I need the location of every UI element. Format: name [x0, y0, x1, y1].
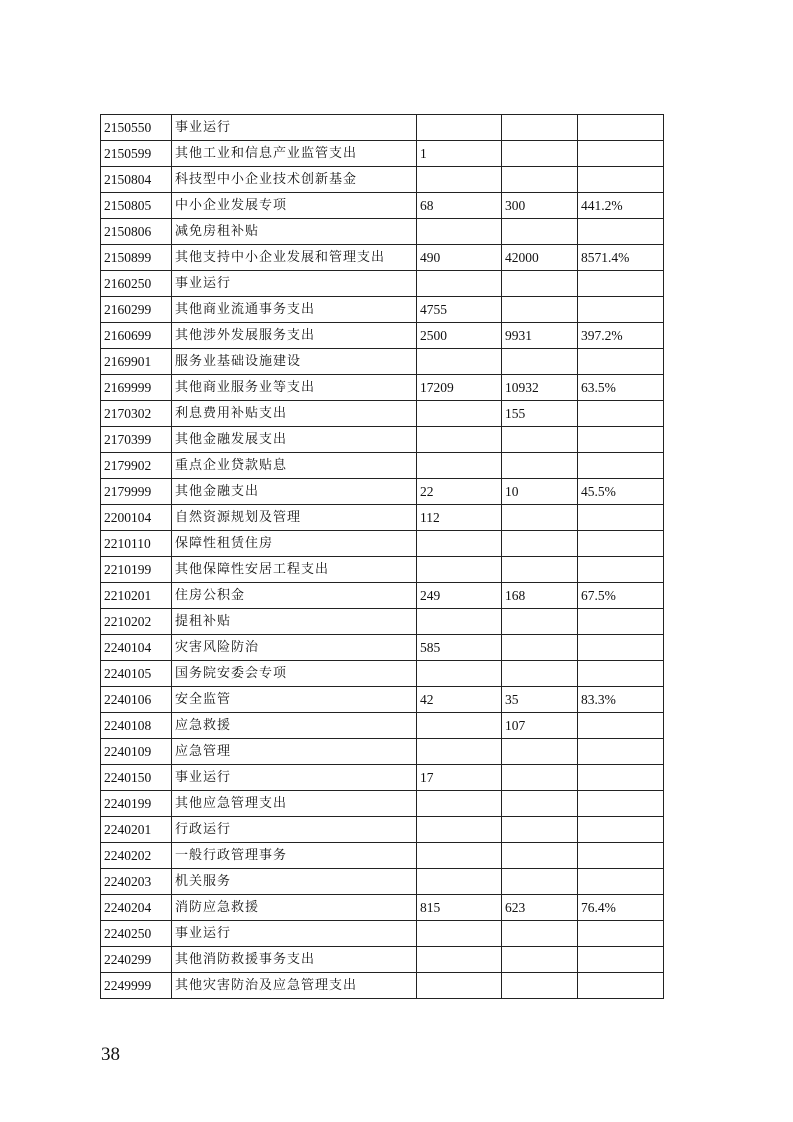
cell-item-name: 住房公积金 [172, 583, 417, 609]
cell-code: 2150599 [101, 141, 172, 167]
cell-percent [578, 505, 664, 531]
cell-value-1 [417, 115, 502, 141]
cell-percent [578, 427, 664, 453]
cell-code: 2150899 [101, 245, 172, 271]
cell-item-name: 国务院安委会专项 [172, 661, 417, 687]
cell-percent: 63.5% [578, 375, 664, 401]
cell-value-2: 9931 [502, 323, 578, 349]
cell-item-name: 减免房租补贴 [172, 219, 417, 245]
cell-percent [578, 817, 664, 843]
cell-item-name: 科技型中小企业技术创新基金 [172, 167, 417, 193]
cell-percent [578, 973, 664, 999]
cell-code: 2160250 [101, 271, 172, 297]
table-row [101, 739, 664, 765]
cell-value-1 [417, 947, 502, 973]
cell-value-2 [502, 557, 578, 583]
table-row [101, 271, 664, 297]
cell-value-2 [502, 843, 578, 869]
table-row [101, 687, 664, 713]
cell-code: 2240106 [101, 687, 172, 713]
cell-value-1 [417, 557, 502, 583]
cell-percent [578, 557, 664, 583]
cell-item-name: 事业运行 [172, 921, 417, 947]
table-row [101, 947, 664, 973]
cell-percent [578, 661, 664, 687]
table-row [101, 817, 664, 843]
table-row [101, 635, 664, 661]
table-row [101, 167, 664, 193]
cell-value-2 [502, 297, 578, 323]
cell-percent: 8571.4% [578, 245, 664, 271]
cell-item-name: 其他消防救援事务支出 [172, 947, 417, 973]
cell-item-name: 其他金融发展支出 [172, 427, 417, 453]
cell-code: 2240250 [101, 921, 172, 947]
table-row [101, 219, 664, 245]
table-row [101, 895, 664, 921]
cell-item-name: 其他商业流通事务支出 [172, 297, 417, 323]
table-row [101, 115, 664, 141]
table-row [101, 193, 664, 219]
cell-code: 2150804 [101, 167, 172, 193]
cell-percent [578, 349, 664, 375]
cell-code: 2240202 [101, 843, 172, 869]
cell-code: 2169901 [101, 349, 172, 375]
cell-value-1: 68 [417, 193, 502, 219]
cell-code: 2240299 [101, 947, 172, 973]
cell-value-1 [417, 401, 502, 427]
cell-value-1 [417, 531, 502, 557]
table-row [101, 661, 664, 687]
cell-percent [578, 713, 664, 739]
table-row [101, 973, 664, 999]
table-row [101, 323, 664, 349]
cell-value-2 [502, 765, 578, 791]
table-row [101, 843, 664, 869]
cell-value-2: 155 [502, 401, 578, 427]
cell-percent [578, 765, 664, 791]
cell-item-name: 其他金融支出 [172, 479, 417, 505]
cell-value-1 [417, 453, 502, 479]
cell-value-1: 1 [417, 141, 502, 167]
cell-item-name: 重点企业贷款贴息 [172, 453, 417, 479]
table-row [101, 349, 664, 375]
cell-value-2 [502, 427, 578, 453]
cell-percent [578, 791, 664, 817]
cell-value-1: 249 [417, 583, 502, 609]
cell-value-2 [502, 141, 578, 167]
cell-code: 2240199 [101, 791, 172, 817]
table-row [101, 609, 664, 635]
cell-code: 2210199 [101, 557, 172, 583]
cell-value-2: 10932 [502, 375, 578, 401]
cell-code: 2200104 [101, 505, 172, 531]
cell-value-1: 17209 [417, 375, 502, 401]
cell-value-2: 35 [502, 687, 578, 713]
cell-value-1: 585 [417, 635, 502, 661]
cell-value-2 [502, 349, 578, 375]
cell-item-name: 应急管理 [172, 739, 417, 765]
cell-value-2 [502, 635, 578, 661]
cell-item-name: 应急救援 [172, 713, 417, 739]
cell-item-name: 服务业基础设施建设 [172, 349, 417, 375]
cell-value-1 [417, 609, 502, 635]
cell-value-2: 168 [502, 583, 578, 609]
cell-item-name: 安全监管 [172, 687, 417, 713]
table-row [101, 557, 664, 583]
cell-code: 2179902 [101, 453, 172, 479]
cell-item-name: 利息费用补贴支出 [172, 401, 417, 427]
cell-percent [578, 297, 664, 323]
cell-value-1 [417, 739, 502, 765]
cell-percent: 441.2% [578, 193, 664, 219]
cell-value-1: 17 [417, 765, 502, 791]
cell-item-name: 其他商业服务业等支出 [172, 375, 417, 401]
cell-code: 2249999 [101, 973, 172, 999]
cell-code: 2240204 [101, 895, 172, 921]
cell-item-name: 一般行政管理事务 [172, 843, 417, 869]
table-row [101, 427, 664, 453]
cell-code: 2240108 [101, 713, 172, 739]
cell-code: 2169999 [101, 375, 172, 401]
cell-value-2 [502, 661, 578, 687]
cell-value-1: 2500 [417, 323, 502, 349]
cell-code: 2179999 [101, 479, 172, 505]
cell-value-2 [502, 973, 578, 999]
cell-percent [578, 921, 664, 947]
cell-value-2 [502, 115, 578, 141]
table-row [101, 245, 664, 271]
table-body [101, 115, 664, 999]
table-row [101, 375, 664, 401]
budget-table [100, 114, 664, 999]
cell-code: 2170399 [101, 427, 172, 453]
cell-code: 2160299 [101, 297, 172, 323]
cell-item-name: 事业运行 [172, 271, 417, 297]
cell-item-name: 其他灾害防治及应急管理支出 [172, 973, 417, 999]
cell-percent [578, 401, 664, 427]
cell-percent [578, 115, 664, 141]
table-row [101, 583, 664, 609]
cell-value-2 [502, 921, 578, 947]
cell-value-1: 4755 [417, 297, 502, 323]
cell-code: 2210201 [101, 583, 172, 609]
cell-code: 2150550 [101, 115, 172, 141]
cell-value-1: 815 [417, 895, 502, 921]
cell-value-1: 22 [417, 479, 502, 505]
cell-item-name: 保障性租赁住房 [172, 531, 417, 557]
cell-value-2: 42000 [502, 245, 578, 271]
cell-code: 2240105 [101, 661, 172, 687]
table-row [101, 713, 664, 739]
table-row [101, 453, 664, 479]
cell-percent: 83.3% [578, 687, 664, 713]
table-row [101, 869, 664, 895]
cell-value-1 [417, 869, 502, 895]
cell-value-2 [502, 791, 578, 817]
cell-percent [578, 739, 664, 765]
cell-value-2 [502, 531, 578, 557]
table-row [101, 505, 664, 531]
cell-percent [578, 141, 664, 167]
cell-percent: 397.2% [578, 323, 664, 349]
cell-item-name: 自然资源规划及管理 [172, 505, 417, 531]
cell-value-1 [417, 219, 502, 245]
cell-value-1: 42 [417, 687, 502, 713]
cell-percent [578, 947, 664, 973]
cell-value-2: 10 [502, 479, 578, 505]
cell-code: 2240104 [101, 635, 172, 661]
cell-value-2: 300 [502, 193, 578, 219]
cell-value-2: 107 [502, 713, 578, 739]
cell-code: 2240150 [101, 765, 172, 791]
cell-value-1 [417, 661, 502, 687]
cell-percent [578, 219, 664, 245]
table-row [101, 141, 664, 167]
cell-value-1 [417, 973, 502, 999]
cell-percent [578, 271, 664, 297]
cell-item-name: 其他保障性安居工程支出 [172, 557, 417, 583]
cell-percent: 76.4% [578, 895, 664, 921]
table-row [101, 531, 664, 557]
cell-value-2 [502, 947, 578, 973]
cell-percent [578, 635, 664, 661]
cell-value-2 [502, 271, 578, 297]
cell-percent [578, 843, 664, 869]
table-row [101, 791, 664, 817]
cell-code: 2210110 [101, 531, 172, 557]
cell-value-1 [417, 167, 502, 193]
cell-value-1: 490 [417, 245, 502, 271]
cell-value-1 [417, 713, 502, 739]
cell-item-name: 提租补贴 [172, 609, 417, 635]
cell-code: 2170302 [101, 401, 172, 427]
cell-value-1: 112 [417, 505, 502, 531]
cell-value-1 [417, 271, 502, 297]
cell-value-1 [417, 817, 502, 843]
cell-item-name: 事业运行 [172, 115, 417, 141]
cell-item-name: 灾害风险防治 [172, 635, 417, 661]
table-row [101, 297, 664, 323]
cell-item-name: 其他涉外发展服务支出 [172, 323, 417, 349]
cell-item-name: 其他应急管理支出 [172, 791, 417, 817]
cell-code: 2150806 [101, 219, 172, 245]
cell-item-name: 其他工业和信息产业监管支出 [172, 141, 417, 167]
cell-percent [578, 531, 664, 557]
cell-value-2 [502, 167, 578, 193]
cell-value-2 [502, 453, 578, 479]
cell-value-2 [502, 219, 578, 245]
cell-value-1 [417, 791, 502, 817]
cell-value-2 [502, 609, 578, 635]
cell-code: 2240201 [101, 817, 172, 843]
table-row [101, 921, 664, 947]
table-row [101, 401, 664, 427]
cell-value-1 [417, 349, 502, 375]
table-row [101, 479, 664, 505]
cell-value-2 [502, 505, 578, 531]
cell-code: 2240109 [101, 739, 172, 765]
cell-item-name: 其他支持中小企业发展和管理支出 [172, 245, 417, 271]
cell-code: 2240203 [101, 869, 172, 895]
cell-value-2: 623 [502, 895, 578, 921]
table-row [101, 765, 664, 791]
cell-percent: 67.5% [578, 583, 664, 609]
cell-percent: 45.5% [578, 479, 664, 505]
cell-value-2 [502, 869, 578, 895]
cell-code: 2150805 [101, 193, 172, 219]
cell-item-name: 事业运行 [172, 765, 417, 791]
cell-code: 2210202 [101, 609, 172, 635]
cell-item-name: 机关服务 [172, 869, 417, 895]
cell-percent [578, 869, 664, 895]
cell-percent [578, 453, 664, 479]
cell-percent [578, 609, 664, 635]
cell-code: 2160699 [101, 323, 172, 349]
cell-value-2 [502, 739, 578, 765]
cell-value-1 [417, 427, 502, 453]
cell-item-name: 消防应急救援 [172, 895, 417, 921]
cell-percent [578, 167, 664, 193]
cell-value-2 [502, 817, 578, 843]
cell-item-name: 行政运行 [172, 817, 417, 843]
cell-value-1 [417, 921, 502, 947]
page-number: 38 [101, 1044, 120, 1065]
cell-value-1 [417, 843, 502, 869]
cell-item-name: 中小企业发展专项 [172, 193, 417, 219]
